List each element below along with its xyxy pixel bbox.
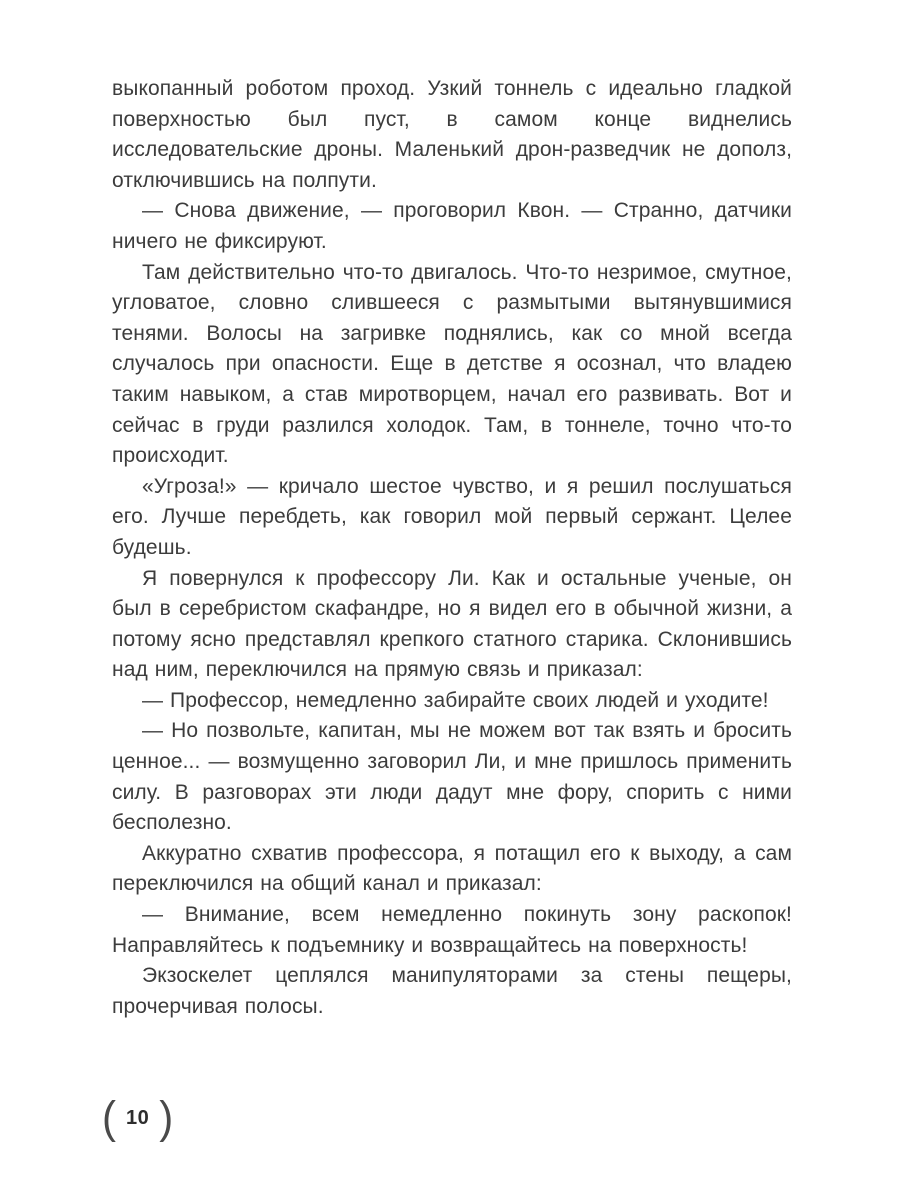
paragraph: — Внимание, всем немедленно покинуть зону раскопок! Направляйтесь к подъемнику и возвращайтесь на поверхность! [112,903,792,957]
paragraph: Экзоскелет цеплялся манипуляторами за стены пещеры, прочерчивая полосы. [112,964,792,1018]
page-number-ornament-left: ( [102,1092,116,1143]
paragraph: выкопанный роботом проход. Узкий тоннель с идеально гладкой поверхностью был пуст, в самом конце виднелись исследовательские дроны. Маленький дрон-разведчик не дополз, отключившись на полпути. [112,77,792,192]
paragraph: — Снова движение, — проговорил Квон. — Странно, датчики ничего не фиксируют. [112,199,792,253]
paragraph: Там действительно что-то двигалось. Что-то незримое, смутное, угловатое, словно слившееся с размытыми вытянувшимися тенями. Волосы на загривке поднялись, как со мной всегда случалось при опасности. Еще в детстве я осознал, что владею таким навыком, а став миротворцем, начал его развивать. Вот и сейчас в груди разлился холодок. Там, в тоннеле, точно что-то происходит. [112,260,792,468]
paragraph: — Но позвольте, капитан, мы не можем вот так взять и бросить ценное... — возмущенно заговорил Ли, и мне пришлось применить силу. В разговорах эти люди дадут мне фору, спорить с ними бесполезно. [112,719,792,835]
page-number: 10 [126,1106,150,1129]
paragraph: «Угроза!» — кричало шестое чувство, и я решил послушаться его. Лучше перебдеть, как говорил мой первый сержант. Целее будешь. [112,474,792,559]
page-number-ornament-right: ) [159,1092,174,1143]
paragraph: Я повернулся к профессору Ли. Как и остальные ученые, он был в серебристом скафандре, но я видел его в обычной жизни, а потому ясно представлял крепкого статного старика. Склонившись над ним, переключился на прямую связь и приказал: [112,566,792,682]
paragraph: Аккуратно схватив профессора, я потащил его к выходу, а сам переключился на общий канал и приказал: [112,841,792,896]
paragraph: — Профессор, немедленно забирайте своих людей и уходите! [142,688,769,712]
text-block [112,74,792,1022]
page-footer [102,1092,174,1143]
